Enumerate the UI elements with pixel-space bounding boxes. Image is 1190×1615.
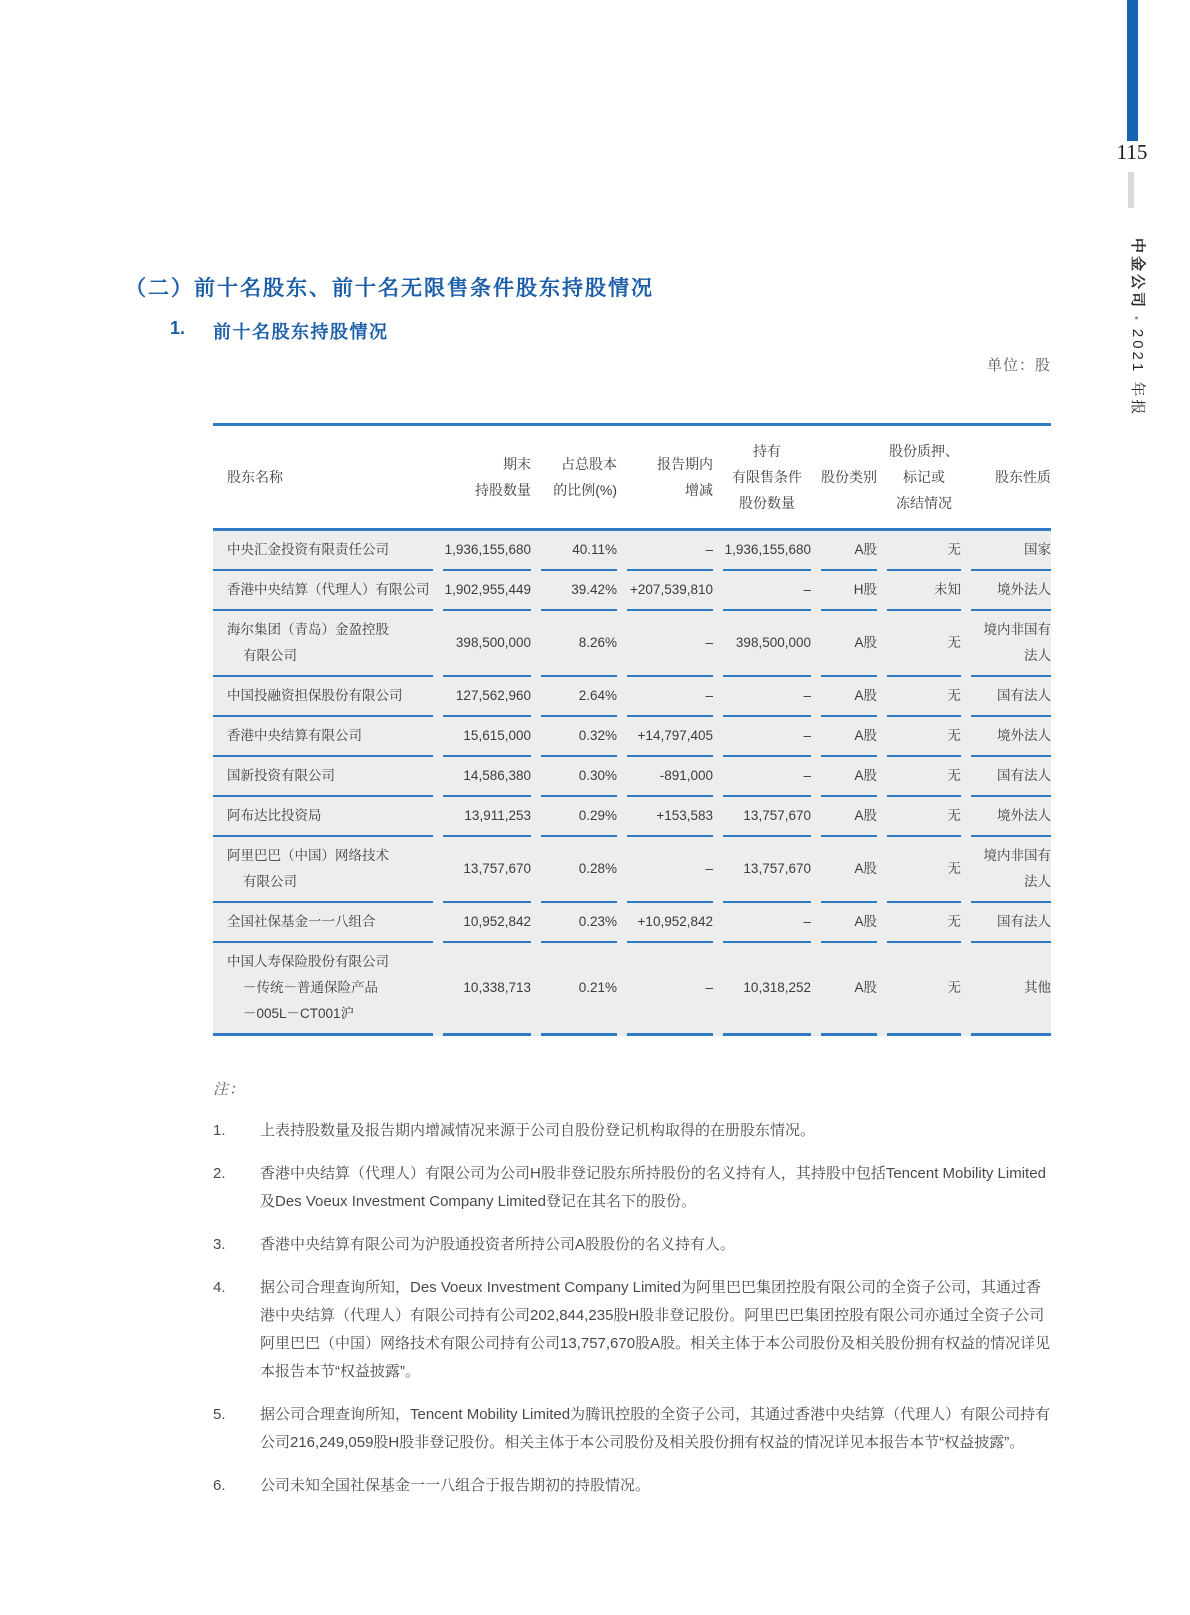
restricted-shares: 13,757,670 <box>723 797 811 837</box>
note-item <box>213 1231 1051 1259</box>
note-text: 据公司合理查询所知，Tencent Mobility Limited为腾讯控股的全资子公司，其通过香港中央结算（代理人）有限公司持有公司216,249,059股H股非登记股份。相关主体于本公司股份及相关股份拥有权益的情况详见本报告本节“权益披露”。 <box>260 1406 1051 1451</box>
company-name: 中金公司 <box>1129 238 1146 311</box>
subsection-title: 前十名股东持股情况 <box>213 322 389 342</box>
header-cell-1: 期末 持股数量 <box>475 456 531 498</box>
restricted-shares: – <box>723 757 811 797</box>
sidebar-caption-text <box>1128 238 1149 417</box>
table-row <box>213 571 1051 611</box>
shareholders-table <box>213 423 1051 1036</box>
sidebar-vertical-caption <box>1129 238 1167 418</box>
note-text: 香港中央结算有限公司为沪股通投资者所持公司A股股份的名义持有人。 <box>260 1236 736 1253</box>
change-in-period: +14,797,405 <box>627 717 713 757</box>
pct-of-total: 0.23% <box>541 903 617 943</box>
restricted-shares: – <box>723 903 811 943</box>
page-number-tick <box>1128 172 1134 208</box>
header-cell-0: 股东名称 <box>227 469 283 485</box>
share-class: A股 <box>821 677 877 717</box>
shareholder-name: 阿布达比投资局 <box>213 797 433 837</box>
shares-end-period: 15,615,000 <box>443 717 531 757</box>
shareholder-nature: 其他 <box>971 943 1051 1036</box>
share-class: A股 <box>821 611 877 677</box>
pledge-status: 无 <box>887 903 961 943</box>
header-cell-2: 占总股本 的比例(%) <box>553 456 617 498</box>
note-item <box>213 1472 1051 1500</box>
shareholder-name: 海尔集团（青岛）金盈控股 有限公司 <box>213 611 433 677</box>
restricted-shares: 10,318,252 <box>723 943 811 1036</box>
pledge-status: 未知 <box>887 571 961 611</box>
shareholder-name: 中国投融资担保股份有限公司 <box>213 677 433 717</box>
note-number: 2. <box>213 1165 226 1182</box>
subsection-number: 1. <box>170 318 186 338</box>
change-in-period: – <box>627 943 713 1036</box>
pct-of-total: 40.11% <box>541 531 617 571</box>
pct-of-total: 39.42% <box>541 571 617 611</box>
restricted-shares: – <box>723 571 811 611</box>
note-text: 上表持股数量及报告期内增减情况来源于公司自股份登记机构取得的在册股东情况。 <box>260 1122 816 1139</box>
note-item <box>213 1160 1051 1216</box>
pledge-status: 无 <box>887 611 961 677</box>
note-number: 3. <box>213 1236 226 1253</box>
table-row <box>213 797 1051 837</box>
table-row <box>213 717 1051 757</box>
pct-of-total: 2.64% <box>541 677 617 717</box>
pledge-status: 无 <box>887 717 961 757</box>
share-class: A股 <box>821 717 877 757</box>
share-class: H股 <box>821 571 877 611</box>
pledge-status: 无 <box>887 757 961 797</box>
sidebar-accent-bar <box>1127 0 1138 141</box>
shareholder-name: 全国社保基金一一八组合 <box>213 903 433 943</box>
change-in-period: +153,583 <box>627 797 713 837</box>
pct-of-total: 0.21% <box>541 943 617 1036</box>
table-header <box>213 426 1051 531</box>
note-number: 4. <box>213 1279 226 1296</box>
pledge-status: 无 <box>887 943 961 1036</box>
table-row <box>213 531 1051 571</box>
shareholder-name: 中国人寿保险股份有限公司 －传统－普通保险产品 －005L－CT001沪 <box>213 943 433 1036</box>
restricted-shares: 1,936,155,680 <box>723 531 811 571</box>
notes <box>213 1078 1051 1500</box>
table-row <box>213 757 1051 797</box>
shares-end-period: 127,562,960 <box>443 677 531 717</box>
note-number: 6. <box>213 1477 226 1494</box>
pledge-status: 无 <box>887 837 961 903</box>
table-row <box>213 837 1051 903</box>
shareholder-nature: 国家 <box>971 531 1051 571</box>
notes-label: 注： <box>213 1081 246 1098</box>
shareholder-nature: 境外法人 <box>971 717 1051 757</box>
share-class: A股 <box>821 903 877 943</box>
shareholder-name: 香港中央结算（代理人）有限公司 <box>213 571 433 611</box>
restricted-shares: – <box>723 677 811 717</box>
change-in-period: – <box>627 677 713 717</box>
header-cell-4: 持有 有限售条件 股份数量 <box>732 443 802 511</box>
header-cell-7: 股东性质 <box>995 469 1051 485</box>
content-area <box>213 423 1051 1515</box>
note-item <box>213 1401 1051 1457</box>
shareholder-nature: 国有法人 <box>971 677 1051 717</box>
shares-end-period: 398,500,000 <box>443 611 531 677</box>
restricted-shares: 398,500,000 <box>723 611 811 677</box>
pledge-status: 无 <box>887 531 961 571</box>
report-year: 2021 年报 <box>1129 328 1146 418</box>
change-in-period: – <box>627 531 713 571</box>
share-class: A股 <box>821 797 877 837</box>
header-cell-3: 报告期内 增减 <box>657 456 713 498</box>
shares-end-period: 13,911,253 <box>443 797 531 837</box>
change-in-period: +207,539,810 <box>627 571 713 611</box>
shares-end-period: 10,952,842 <box>443 903 531 943</box>
shareholder-nature: 境内非国有 法人 <box>971 611 1051 677</box>
subsection-heading <box>170 318 389 344</box>
shareholder-name: 香港中央结算有限公司 <box>213 717 433 757</box>
pct-of-total: 0.32% <box>541 717 617 757</box>
table-row <box>213 611 1051 677</box>
shares-end-period: 1,902,955,449 <box>443 571 531 611</box>
pct-of-total: 0.30% <box>541 757 617 797</box>
pct-of-total: 0.29% <box>541 797 617 837</box>
restricted-shares: 13,757,670 <box>723 837 811 903</box>
table-body <box>213 531 1051 1036</box>
restricted-shares: – <box>723 717 811 757</box>
pct-of-total: 0.28% <box>541 837 617 903</box>
note-number: 5. <box>213 1406 226 1423</box>
shares-end-period: 1,936,155,680 <box>443 531 531 571</box>
shareholder-nature: 境内非国有 法人 <box>971 837 1051 903</box>
pct-of-total: 8.26% <box>541 611 617 677</box>
shareholder-nature: 境外法人 <box>971 797 1051 837</box>
change-in-period: – <box>627 611 713 677</box>
share-class: A股 <box>821 943 877 1036</box>
note-item <box>213 1117 1051 1145</box>
shareholder-name: 中央汇金投资有限责任公司 <box>213 531 433 571</box>
shareholder-nature: 国有法人 <box>971 903 1051 943</box>
change-in-period: -891,000 <box>627 757 713 797</box>
note-number: 1. <box>213 1122 226 1139</box>
change-in-period: – <box>627 837 713 903</box>
change-in-period: +10,952,842 <box>627 903 713 943</box>
header-cell-5: 股份类别 <box>821 469 877 485</box>
share-class: A股 <box>821 757 877 797</box>
page-number: 115 <box>1116 140 1148 164</box>
table-row <box>213 903 1051 943</box>
note-item <box>213 1274 1051 1386</box>
shareholder-name: 国新投资有限公司 <box>213 757 433 797</box>
shareholder-name: 阿里巴巴（中国）网络技术 有限公司 <box>213 837 433 903</box>
bullet-separator: • <box>1130 316 1142 323</box>
shares-end-period: 10,338,713 <box>443 943 531 1036</box>
note-text: 公司未知全国社保基金一一八组合于报告期初的持股情况。 <box>260 1477 651 1494</box>
notes-list <box>213 1117 1051 1500</box>
pledge-status: 无 <box>887 677 961 717</box>
table-row <box>213 943 1051 1036</box>
shares-end-period: 13,757,670 <box>443 837 531 903</box>
share-class: A股 <box>821 837 877 903</box>
pledge-status: 无 <box>887 797 961 837</box>
share-class: A股 <box>821 531 877 571</box>
note-text: 据公司合理查询所知，Des Voeux Investment Company Limited为阿里巴巴集团控股有限公司的全资子公司，其通过香港中央结算（代理人）有限公司持有公司202,844,235股H股非登记股份。阿里巴巴集团控股有限公司亦通过全资子公司阿里巴巴（中国）网络技术有限公司持有公司13,757,670股A股。相关主体于本公司股份及相关股份拥有权益的情况详见本报告本节“权益披露”。 <box>260 1279 1051 1380</box>
shares-end-period: 14,586,380 <box>443 757 531 797</box>
unit-label: 单位：股 <box>986 357 1051 374</box>
shareholder-nature: 境外法人 <box>971 571 1051 611</box>
header-cell-6: 股份质押、 标记或 冻结情况 <box>889 443 959 511</box>
section-heading: （二）前十名股东、前十名无限售条件股东持股情况 <box>125 277 654 300</box>
table-row <box>213 677 1051 717</box>
shareholder-nature: 国有法人 <box>971 757 1051 797</box>
note-text: 香港中央结算（代理人）有限公司为公司H股非登记股东所持股份的名义持有人，其持股中包括Tencent Mobility Limited及Des Voeux Investment Company Limited登记在其名下的股份。 <box>260 1165 1046 1210</box>
